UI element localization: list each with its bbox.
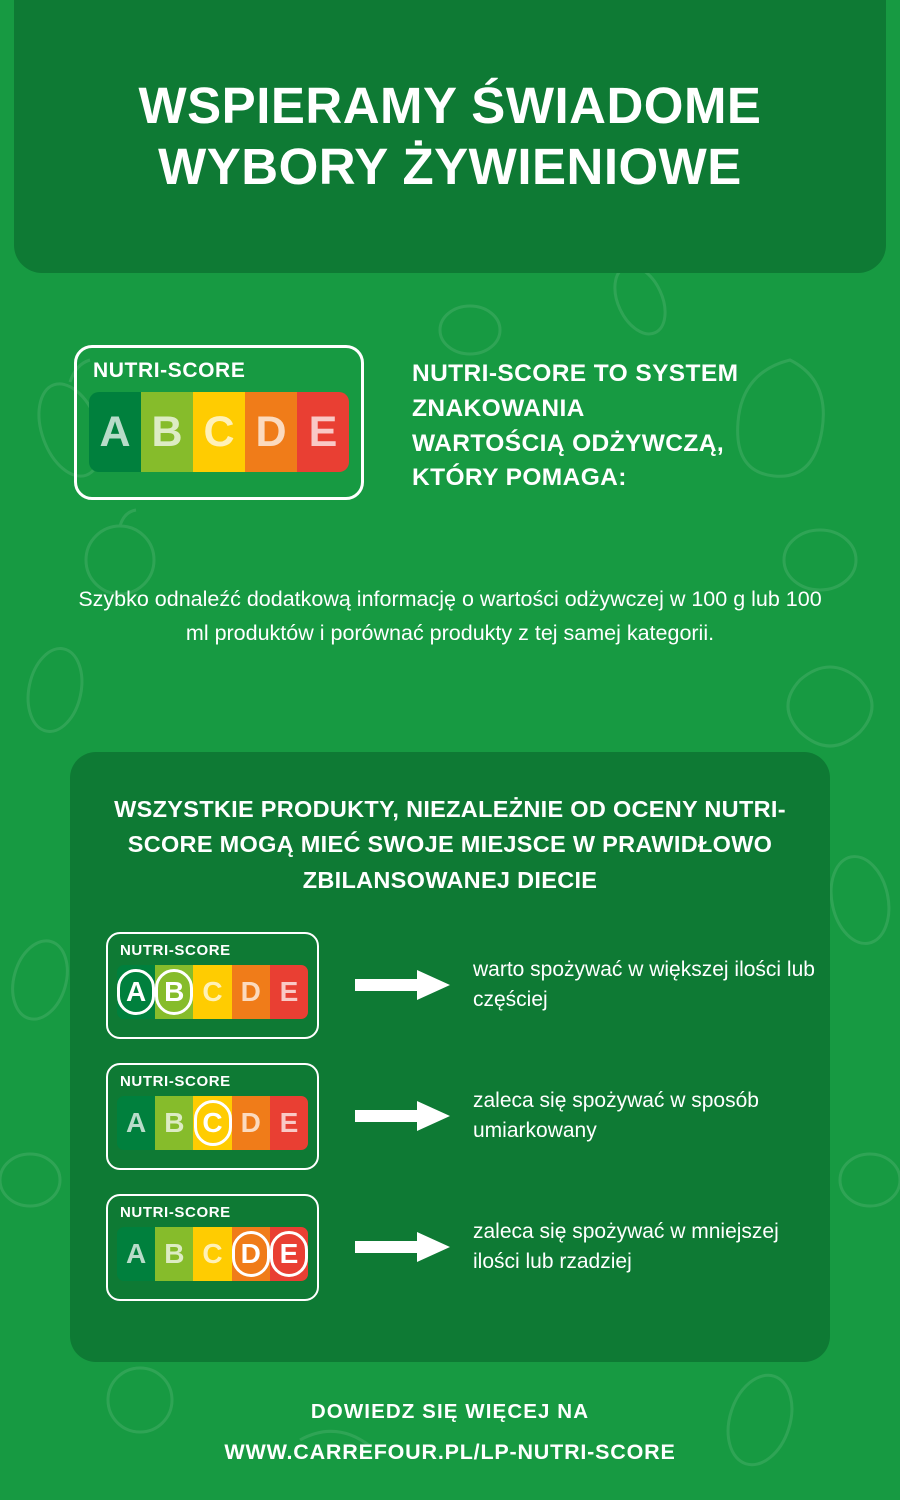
grade-letter: D [240,975,261,1007]
intro-heading: NUTRI-SCORE TO SYSTEM ZNAKOWANIA WARTOŚCIĄ ODŻYWCZĄ, KTÓRY POMAGA: [412,360,739,492]
grade-letter: A [125,975,147,1007]
nutri-score-grade-a [117,965,155,1019]
nutri-score-grade-d [232,965,270,1019]
guidance-row [106,932,830,1039]
guidance-rows [70,932,830,1301]
grade-letter: C [202,1237,223,1269]
grade-letter: E [279,975,299,1007]
nutri-score-grade-a [117,1227,155,1281]
nutri-score-badge-title: NUTRI-SCORE [93,359,246,382]
nutri-score-grade-a [117,1096,155,1150]
nutri-score-grade-d [232,1096,270,1150]
nutri-score-badge-large [74,345,364,500]
intro-section [0,345,900,500]
nutri-score-grade-e [297,392,349,472]
nutri-score-scale [89,392,349,472]
nutri-score-grade-c [193,1227,231,1281]
nutri-score-grade-e [270,1096,308,1150]
nutri-score-grade-c [193,1096,231,1150]
page-title: WSPIERAMY ŚWIADOME WYBORY ŻYWIENIOWE [138,77,762,195]
grade-letter: E [279,1237,299,1269]
intro-paragraph: Szybko odnaleźć dodatkową informację o wartości odżywczej w 100 g lub 100 ml produktów i porównać produkty z tej samej kategorii. [78,587,822,645]
grade-letter: B [164,975,185,1007]
nutri-score-grade-a [89,392,141,472]
nutri-score-badge-de [106,1194,319,1301]
nutri-score-grade-c [193,965,231,1019]
guidance-panel [70,752,830,1362]
arrow-right-icon [355,1230,451,1264]
nutri-score-scale [117,1227,308,1281]
grade-letter: B [164,1237,185,1269]
nutri-score-badge-title: NUTRI-SCORE [120,1072,231,1090]
grade-letter: E [279,1106,299,1138]
grade-letter: C [202,1106,223,1138]
nutri-score-grade-d [232,1227,270,1281]
grade-letter: A [125,1237,147,1269]
grade-letter: D [255,407,287,456]
nutri-score-badge-title: NUTRI-SCORE [120,1203,231,1221]
guidance-row-text: zaleca się spożywać w sposób umiarkowany [473,1089,759,1143]
header-banner [14,0,886,273]
nutri-score-grade-e [270,1227,308,1281]
nutri-score-grade-b [155,1096,193,1150]
nutri-score-badge-title: NUTRI-SCORE [120,941,231,959]
grade-letter: C [202,975,223,1007]
grade-letter: E [308,407,338,456]
nutri-score-grade-b [155,1227,193,1281]
nutri-score-scale [117,1096,308,1150]
nutri-score-grade-b [141,392,193,472]
guidance-row [106,1063,830,1170]
grade-letter: B [164,1106,185,1138]
nutri-score-scale [117,965,308,1019]
nutri-score-grade-b [155,965,193,1019]
grade-letter: A [125,1106,147,1138]
footer [0,1400,900,1465]
footer-cta-text: DOWIEDZ SIĘ WIĘCEJ NA [310,1400,590,1423]
nutri-score-grade-d [245,392,297,472]
nutri-score-badge-c [106,1063,319,1170]
arrow-right-icon [355,1099,451,1133]
nutri-score-badge-ab [106,932,319,1039]
guidance-row [106,1194,830,1301]
grade-letter: D [240,1237,261,1269]
panel-title: WSZYSTKIE PRODUKTY, NIEZALEŻNIE OD OCENY NUTRI-SCORE MOGĄ MIEĆ SWOJE MIEJSCE W PRAWIDŁOWO ZBILANSOWANEJ DIECIE [114,796,786,893]
grade-letter: D [240,1106,261,1138]
guidance-row-text: warto spożywać w większej ilości lub częściej [473,958,815,1012]
nutri-score-grade-e [270,965,308,1019]
nutri-score-grade-c [193,392,245,472]
grade-letter: C [203,407,235,456]
grade-letter: A [99,407,131,456]
arrow-right-icon [355,968,451,1002]
guidance-row-text: zaleca się spożywać w mniejszej ilości lub rzadziej [473,1220,779,1274]
grade-letter: B [151,407,183,456]
footer-url[interactable]: WWW.CARREFOUR.PL/LP-NUTRI-SCORE [224,1440,676,1464]
